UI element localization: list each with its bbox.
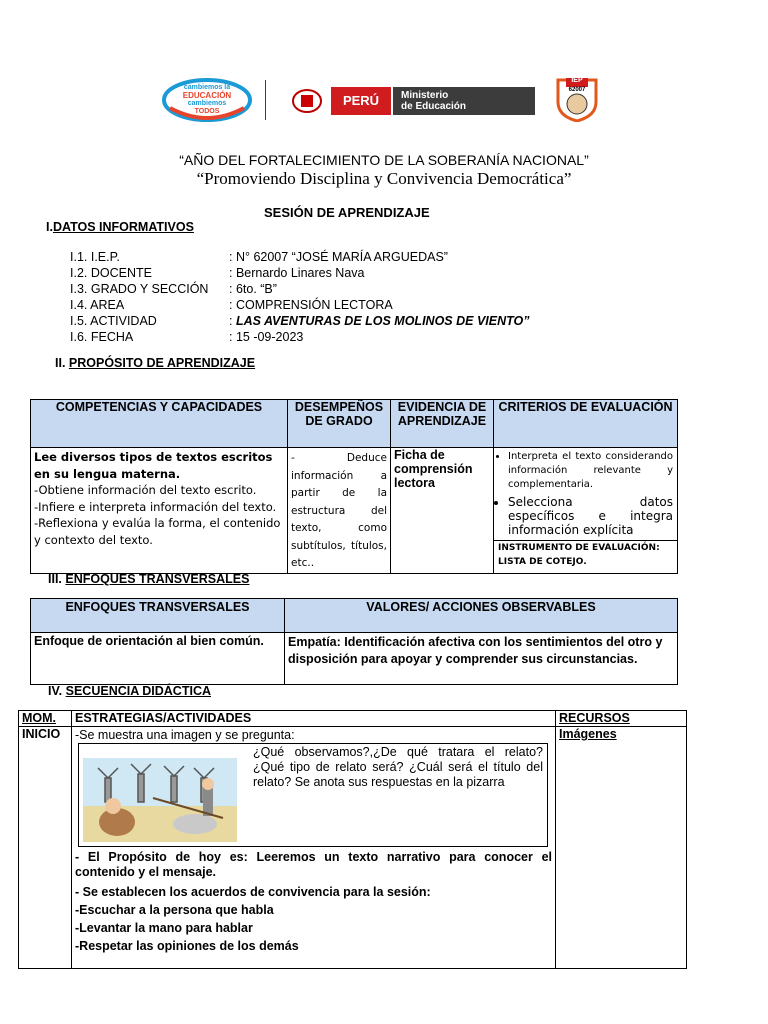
dato-value <box>229 314 530 328</box>
dato-value: : Bernardo Linares Nava <box>229 266 365 280</box>
section-1-heading <box>46 220 194 234</box>
dato-value: : N° 62007 “JOSÉ MARÍA ARGUEDAS” <box>229 250 448 264</box>
section-1-title: DATOS INFORMATIVOS <box>52 220 194 234</box>
ministerio-label <box>393 87 535 115</box>
dato-label: I.6. FECHA <box>70 330 134 344</box>
desempeno-cell: - Deduce información a partir de la estructura del texto, como subtítulos, títulos, etc.. <box>288 448 391 574</box>
minedu-logo <box>283 87 535 115</box>
header-estrategias: ESTRATEGIAS/ACTIVIDADES <box>72 711 556 727</box>
dato-value: : COMPRENSIÓN LECTORA <box>229 298 393 312</box>
iep-number: 62007 <box>568 87 586 93</box>
proposito-text: - El Propósito de hoy es: Leeremos un texto narrativo para conocer el contenido y el mensaje. <box>75 850 552 879</box>
enfoques-table <box>30 598 678 685</box>
acuerdo-item: -Respetar las opiniones de los demás <box>75 939 299 953</box>
header-competencias: COMPETENCIAS Y CAPACIDADES <box>31 400 288 448</box>
valores-cell <box>285 633 678 685</box>
dato-label: I.3. GRADO Y SECCIÓN <box>70 282 209 296</box>
dato-label: I.5. ACTIVIDAD <box>70 314 157 328</box>
dato-value: : 6to. “B” <box>229 282 277 296</box>
estrategias-cell <box>72 727 556 969</box>
recursos-cell: Imágenes <box>556 727 687 969</box>
section-2-num: II. <box>55 356 66 370</box>
capacidad-item: -Obtiene información del texto escrito. <box>34 483 257 497</box>
acuerdo-item: -Escuchar a la persona que habla <box>75 903 274 917</box>
header-valores: VALORES/ ACCIONES OBSERVABLES <box>285 599 678 633</box>
header-momento: MOM. <box>19 711 72 727</box>
competencia-cell <box>31 448 288 574</box>
cambiemos-line-1: cambiemos la <box>183 84 231 91</box>
section-1-num: I. <box>46 220 53 234</box>
evidencia-cell: Ficha de comprensión lectora <box>391 448 494 574</box>
header-criterios: CRITERIOS DE EVALUACIÓN <box>494 400 678 448</box>
header-recursos: RECURSOS <box>556 711 687 727</box>
momento-cell: INICIO <box>19 727 72 969</box>
section-3-heading <box>48 572 249 586</box>
preguntas-text: ¿Qué observamos?,¿De qué tratara el relato? ¿Qué tipo de relato será? ¿Cuál será el título del relato? Se anota sus respuestas en la pizarra <box>253 745 543 789</box>
section-3-title: ENFOQUES TRANSVERSALES <box>65 572 250 586</box>
section-4-title: SECUENCIA DIDÁCTICA <box>65 684 211 698</box>
dato-label: I.1. I.E.P. <box>70 250 120 264</box>
iep-top-label: IEP <box>571 77 583 84</box>
header-evidencia: EVIDENCIA DE APRENDIZAJE <box>391 400 494 448</box>
iep-logo <box>554 76 600 122</box>
proposito-table <box>30 399 678 574</box>
section-4-num: IV. <box>48 684 63 698</box>
cambiemos-line-2: EDUCACIÓN <box>182 91 232 100</box>
enfoque-cell: Enfoque de orientación al bien común. <box>31 633 285 685</box>
header-desempenos: DESEMPEÑOS DE GRADO <box>288 400 391 448</box>
capacidad-item: -Infiere e interpreta información del texto. <box>34 499 277 514</box>
criterios-list <box>494 450 677 537</box>
valor-text: Identificación afectiva con los sentimientos del otro y disposición para apoyar y comprender sus circunstancias. <box>288 635 663 666</box>
cambiemos-logo <box>162 78 252 122</box>
competencia-title: Lee diversos tipos de textos escritos en su lengua materna. <box>34 450 273 481</box>
don-quijote-illustration <box>83 758 237 842</box>
ministerio-line-2: de Educación <box>401 101 467 112</box>
actividad-title: LAS AVENTURAS DE LOS MOLINOS DE VIENTO” <box>235 314 530 328</box>
dato-label: I.4. AREA <box>70 298 125 312</box>
capacidad-item: -Reflexiona y evalúa la forma, el contenido y contexto del texto. <box>34 516 281 547</box>
image-question-box <box>78 743 548 847</box>
dato-value: : 15 -09-2023 <box>229 330 304 344</box>
section-4-heading <box>48 684 211 698</box>
section-2-title: PROPÓSITO DE APRENDIZAJE <box>68 356 256 370</box>
acuerdos-title: - Se establecen los acuerdos de convivencia para la sesión: <box>75 885 431 899</box>
cambiemos-line-3: cambiemos <box>187 100 227 107</box>
intro-text: -Se muestra una imagen y se pregunta: <box>75 728 295 742</box>
instrumento-evaluacion: INSTRUMENTO DE EVALUACIÓN: LISTA DE COTEJO. <box>494 540 677 569</box>
dato-value-prefix: : <box>229 314 236 328</box>
logo-divider <box>265 80 266 120</box>
cambiemos-line-4: TODOS <box>194 108 220 115</box>
criterios-cell <box>494 448 678 574</box>
motto: “Promoviendo Disciplina y Convivencia Democrática” <box>196 169 572 188</box>
acuerdo-item: -Levantar la mano para hablar <box>75 921 253 935</box>
peru-label: PERÚ <box>331 87 391 115</box>
criterio-item: • Selecciona datos específicos e integra información explícita <box>508 495 673 537</box>
ministerio-line-1: Ministerio <box>401 90 449 101</box>
session-title: SESIÓN DE APRENDIZAJE <box>264 205 430 220</box>
header-enfoques: ENFOQUES TRANSVERSALES <box>31 599 285 633</box>
year-title: “AÑO DEL FORTALECIMIENTO DE LA SOBERANÍA NACIONAL” <box>179 152 589 168</box>
dato-label: I.2. DOCENTE <box>70 266 152 280</box>
criterio-item: • Interpreta el texto considerando información relevante y complementaria. <box>508 450 673 492</box>
section-3-num: III. <box>48 572 62 586</box>
secuencia-table <box>18 710 687 969</box>
valor-label: Empatía: <box>288 635 341 649</box>
peru-shield-icon <box>283 87 331 115</box>
section-2-heading <box>55 356 255 370</box>
